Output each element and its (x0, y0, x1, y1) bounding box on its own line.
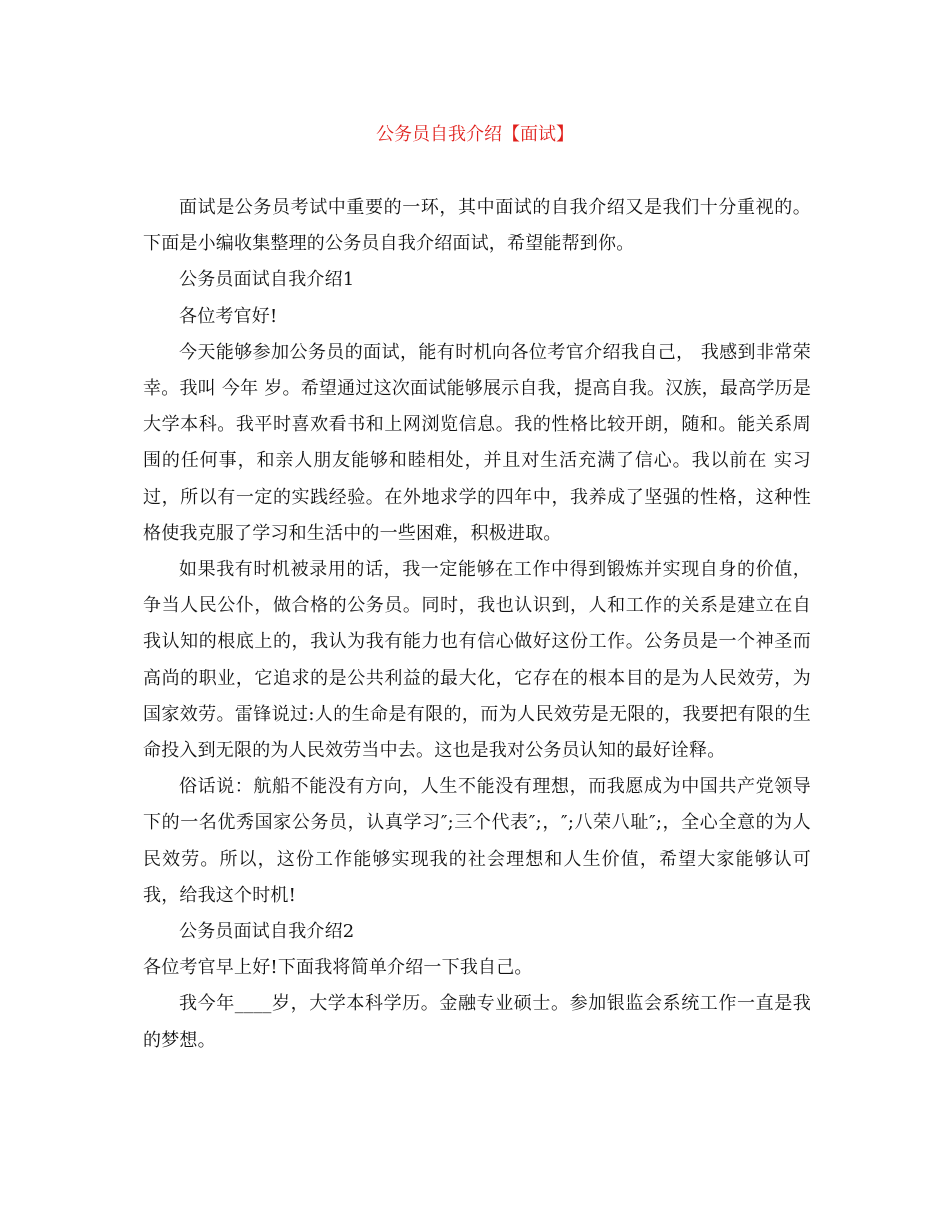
section-heading-1: 公务员面试自我介绍1 (179, 269, 355, 291)
document-body (143, 190, 811, 1059)
greeting-1: 各位考官好! (179, 305, 278, 327)
paragraph: 如果我有时机被录用的话，我一定能够在工作中得到锻炼并实现自身的价值，争当人民公仆，做合格的公务员。同时，我也认识到，人和工作的关系是建立在自我认知的根底上的，我认为我有能力也有信心做好这份工作。公务员是一个神圣而高尚的职业，它追求的是公共利益的最大化，它存在的根本目的是为人民效劳，为国家效劳。雷锋说过:人的生命是有限的，而为人民效劳是无限的，我要把有限的生命投入到无限的为人民效劳当中去。这也是我对公务员认知的最好诠释。 (143, 559, 811, 762)
intro-paragraph: 面试是公务员考试中重要的一环，其中面试的自我介绍又是我们十分重视的。下面是小编收集整理的公务员自我介绍面试，希望能帮到你。 (143, 197, 811, 255)
paragraph: 俗话说：航船不能没有方向，人生不能没有理想，而我愿成为中国共产党领导下的一名优秀国家公务员，认真学习″;三个代表″;，″;八荣八耻″;，全心全意的为人民效劳。所以，这份工作能够实现我的社会理想和人生价值，希望大家能够认可我，给我这个时机! (143, 776, 811, 906)
greeting-2: 各位考官早上好!下面我将简单介绍一下我自己。 (143, 957, 533, 979)
paragraph: 我今年____岁，大学本科学历。金融专业硕士。参加银监会系统工作一直是我的梦想。 (143, 993, 811, 1051)
page-title: 公务员自我介绍【面试】 (376, 124, 574, 145)
paragraph: 今天能够参加公务员的面试，能有时机向各位考官介绍我自己， 我感到非常荣幸。我叫 今年 岁。希望通过这次面试能够展示自我，提高自我。汉族，最高学历是大学本科。我平时喜欢看书和上网浏览信息。我的性格比较开朗，随和。能关系周围的任何事，和亲人朋友能够和睦相处，并且对生活充满了信心。我以前在 实习过，所以有一定的实践经验。在外地求学的四年中，我养成了坚强的性格，这种性格使我克服了学习和生活中的一些困难，积极进取。 (143, 341, 811, 544)
section-heading-2: 公务员面试自我介绍2 (179, 921, 355, 943)
